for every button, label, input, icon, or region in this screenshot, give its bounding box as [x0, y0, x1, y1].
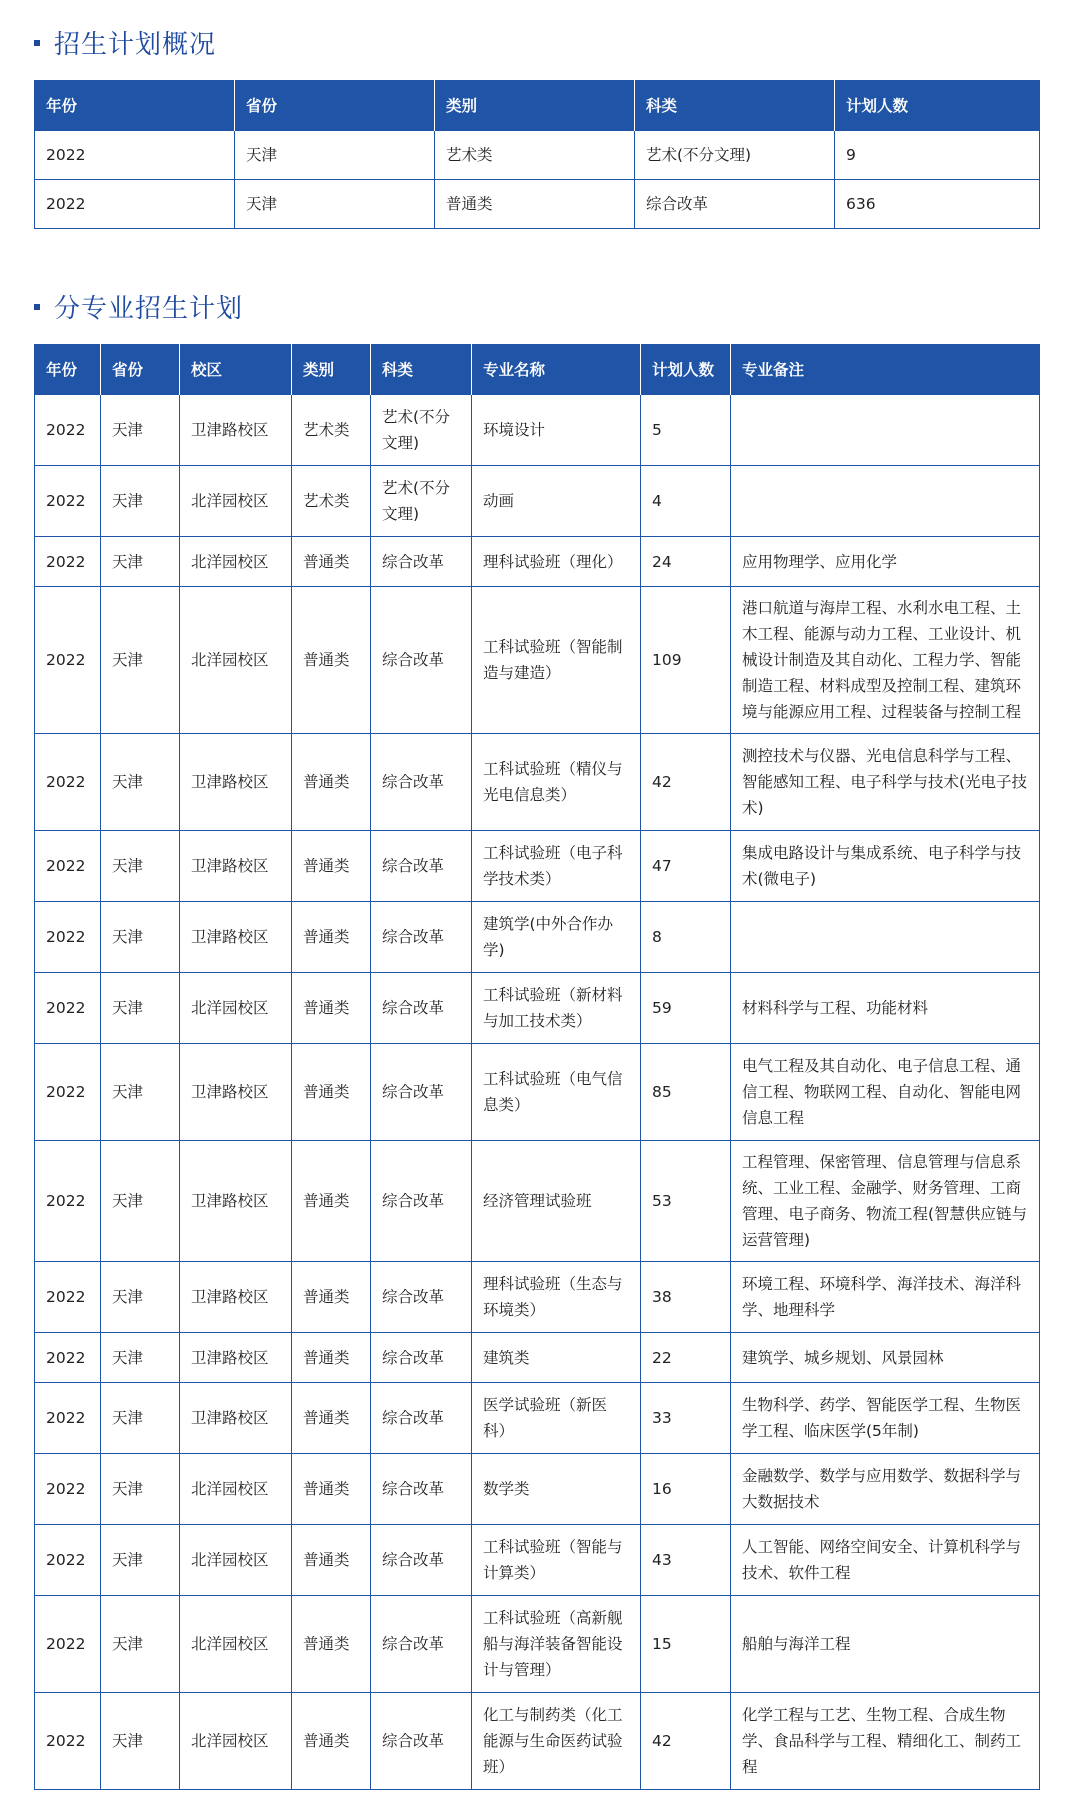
cell-major-notes: 人工智能、网络空间安全、计算机科学与技术、软件工程: [731, 1525, 1040, 1596]
table-row: [35, 1141, 1040, 1262]
overview-table: [34, 80, 1040, 229]
cell-subject: 综合改革: [371, 1044, 472, 1141]
cell-plan-count: 33: [641, 1383, 731, 1454]
cell-subject: 综合改革: [371, 1596, 472, 1693]
cell-major-notes: 建筑学、城乡规划、风景园林: [731, 1333, 1040, 1383]
cell-major-name: 工科试验班（电子科学技术类）: [472, 831, 641, 902]
cell-campus: 卫津路校区: [180, 1383, 292, 1454]
cell-plan-count: 109: [641, 587, 731, 734]
cell-province: 天津: [235, 131, 435, 180]
cell-province: 天津: [101, 973, 180, 1044]
cell-year: 2022: [35, 1596, 101, 1693]
cell-province: 天津: [101, 537, 180, 587]
cell-subject: 综合改革: [371, 1262, 472, 1333]
cell-year: 2022: [35, 831, 101, 902]
cell-type: 普通类: [292, 1693, 371, 1790]
cell-campus: 北洋园校区: [180, 973, 292, 1044]
cell-year: 2022: [35, 1044, 101, 1141]
cell-major-notes: 生物科学、药学、智能医学工程、生物医学工程、临床医学(5年制): [731, 1383, 1040, 1454]
cell-year: 2022: [35, 395, 101, 466]
bullet-icon: [34, 304, 40, 310]
cell-major-name: 理科试验班（生态与环境类）: [472, 1262, 641, 1333]
cell-year: 2022: [35, 1525, 101, 1596]
cell-campus: 卫津路校区: [180, 734, 292, 831]
cell-plan-count: 53: [641, 1141, 731, 1262]
cell-year: 2022: [35, 131, 235, 180]
cell-campus: 卫津路校区: [180, 1141, 292, 1262]
cell-plan-count: 43: [641, 1525, 731, 1596]
cell-major-notes: [731, 466, 1040, 537]
cell-plan-count: 9: [835, 131, 1040, 180]
cell-plan-count: 38: [641, 1262, 731, 1333]
cell-subject: 艺术(不分文理): [371, 466, 472, 537]
cell-subject: 艺术(不分文理): [371, 395, 472, 466]
cell-province: 天津: [235, 180, 435, 229]
table-row: [35, 1333, 1040, 1383]
cell-campus: 北洋园校区: [180, 466, 292, 537]
cell-major-name: 工科试验班（智能制造与建造）: [472, 587, 641, 734]
cell-major-name: 工科试验班（智能与计算类）: [472, 1525, 641, 1596]
cell-major-notes: 港口航道与海岸工程、水利水电工程、土木工程、能源与动力工程、工业设计、机械设计制造及其自动化、工程力学、智能制造工程、材料成型及控制工程、建筑环境与能源应用工程、过程装备与控制工程: [731, 587, 1040, 734]
cell-plan-count: 85: [641, 1044, 731, 1141]
header-campus: 校区: [180, 344, 292, 395]
cell-subject: 综合改革: [635, 180, 835, 229]
cell-major-name: 建筑类: [472, 1333, 641, 1383]
table-row: [35, 395, 1040, 466]
header-major-name: 专业名称: [472, 344, 641, 395]
cell-subject: 综合改革: [371, 1141, 472, 1262]
cell-plan-count: 636: [835, 180, 1040, 229]
cell-plan-count: 42: [641, 1693, 731, 1790]
cell-plan-count: 8: [641, 902, 731, 973]
table-row: [35, 902, 1040, 973]
section-title-text: 招生计划概况: [54, 30, 217, 60]
header-plan-count: 计划人数: [641, 344, 731, 395]
cell-major-notes: 金融数学、数学与应用数学、数据科学与大数据技术: [731, 1454, 1040, 1525]
header-subject: 科类: [371, 344, 472, 395]
cell-subject: 综合改革: [371, 1454, 472, 1525]
cell-type: 艺术类: [292, 466, 371, 537]
cell-subject: 综合改革: [371, 1383, 472, 1454]
cell-province: 天津: [101, 1454, 180, 1525]
cell-major-name: 医学试验班（新医科）: [472, 1383, 641, 1454]
cell-type: 普通类: [292, 1262, 371, 1333]
cell-major-notes: 化学工程与工艺、生物工程、合成生物学、食品科学与工程、精细化工、制药工程: [731, 1693, 1040, 1790]
section-title-overview: [34, 24, 216, 61]
cell-type: 普通类: [435, 180, 635, 229]
cell-type: 普通类: [292, 1141, 371, 1262]
header-type: 类别: [435, 80, 635, 131]
cell-subject: 综合改革: [371, 1525, 472, 1596]
cell-province: 天津: [101, 831, 180, 902]
cell-plan-count: 59: [641, 973, 731, 1044]
cell-campus: 北洋园校区: [180, 1454, 292, 1525]
cell-campus: 卫津路校区: [180, 902, 292, 973]
cell-province: 天津: [101, 902, 180, 973]
cell-province: 天津: [101, 1383, 180, 1454]
table-header-row: [35, 344, 1040, 395]
cell-type: 普通类: [292, 1333, 371, 1383]
cell-year: 2022: [35, 973, 101, 1044]
cell-year: 2022: [35, 180, 235, 229]
cell-plan-count: 5: [641, 395, 731, 466]
cell-year: 2022: [35, 1383, 101, 1454]
cell-plan-count: 15: [641, 1596, 731, 1693]
cell-type: 普通类: [292, 1525, 371, 1596]
cell-province: 天津: [101, 1333, 180, 1383]
cell-campus: 北洋园校区: [180, 1596, 292, 1693]
cell-major-name: 工科试验班（高新舰船与海洋装备智能设计与管理）: [472, 1596, 641, 1693]
cell-year: 2022: [35, 1454, 101, 1525]
cell-subject: 综合改革: [371, 902, 472, 973]
cell-campus: 北洋园校区: [180, 1525, 292, 1596]
cell-type: 普通类: [292, 734, 371, 831]
cell-major-name: 工科试验班（新材料与加工技术类）: [472, 973, 641, 1044]
cell-year: 2022: [35, 1262, 101, 1333]
cell-major-name: 环境设计: [472, 395, 641, 466]
cell-major-notes: [731, 395, 1040, 466]
cell-type: 普通类: [292, 1044, 371, 1141]
table-row: [35, 734, 1040, 831]
table-row: [35, 831, 1040, 902]
cell-year: 2022: [35, 1333, 101, 1383]
cell-major-name: 工科试验班（精仪与光电信息类）: [472, 734, 641, 831]
cell-province: 天津: [101, 1693, 180, 1790]
table-row: [35, 180, 1040, 229]
table-row: [35, 1044, 1040, 1141]
cell-type: 普通类: [292, 831, 371, 902]
cell-type: 普通类: [292, 902, 371, 973]
cell-province: 天津: [101, 466, 180, 537]
cell-campus: 北洋园校区: [180, 537, 292, 587]
cell-major-name: 建筑学(中外合作办学): [472, 902, 641, 973]
cell-subject: 综合改革: [371, 1693, 472, 1790]
cell-major-notes: 材料科学与工程、功能材料: [731, 973, 1040, 1044]
table-header-row: [35, 80, 1040, 131]
cell-province: 天津: [101, 395, 180, 466]
cell-province: 天津: [101, 1044, 180, 1141]
cell-type: 普通类: [292, 1454, 371, 1525]
header-plan-count: 计划人数: [835, 80, 1040, 131]
cell-major-notes: 环境工程、环境科学、海洋技术、海洋科学、地理科学: [731, 1262, 1040, 1333]
cell-type: 艺术类: [435, 131, 635, 180]
cell-major-notes: 电气工程及其自动化、电子信息工程、通信工程、物联网工程、自动化、智能电网信息工程: [731, 1044, 1040, 1141]
cell-province: 天津: [101, 1262, 180, 1333]
cell-major-notes: [731, 902, 1040, 973]
table-row: [35, 1693, 1040, 1790]
header-subject: 科类: [635, 80, 835, 131]
cell-year: 2022: [35, 902, 101, 973]
cell-year: 2022: [35, 1141, 101, 1262]
cell-plan-count: 16: [641, 1454, 731, 1525]
cell-year: 2022: [35, 734, 101, 831]
cell-major-name: 数学类: [472, 1454, 641, 1525]
cell-province: 天津: [101, 587, 180, 734]
cell-subject: 综合改革: [371, 1333, 472, 1383]
cell-major-notes: 测控技术与仪器、光电信息科学与工程、智能感知工程、电子科学与技术(光电子技术): [731, 734, 1040, 831]
cell-campus: 卫津路校区: [180, 1044, 292, 1141]
section-title-text: 分专业招生计划: [54, 294, 244, 324]
cell-subject: 综合改革: [371, 973, 472, 1044]
cell-plan-count: 24: [641, 537, 731, 587]
cell-major-name: 工科试验班（电气信息类）: [472, 1044, 641, 1141]
header-province: 省份: [101, 344, 180, 395]
cell-campus: 北洋园校区: [180, 1693, 292, 1790]
header-year: 年份: [35, 344, 101, 395]
cell-major-name: 理科试验班（理化）: [472, 537, 641, 587]
cell-subject: 综合改革: [371, 831, 472, 902]
cell-campus: 北洋园校区: [180, 587, 292, 734]
header-type: 类别: [292, 344, 371, 395]
cell-subject: 综合改革: [371, 734, 472, 831]
table-row: [35, 1383, 1040, 1454]
table-row: [35, 587, 1040, 734]
table-row: [35, 973, 1040, 1044]
cell-type: 普通类: [292, 1383, 371, 1454]
cell-major-name: 经济管理试验班: [472, 1141, 641, 1262]
cell-plan-count: 4: [641, 466, 731, 537]
cell-type: 普通类: [292, 1596, 371, 1693]
cell-plan-count: 22: [641, 1333, 731, 1383]
cell-campus: 卫津路校区: [180, 395, 292, 466]
cell-province: 天津: [101, 1525, 180, 1596]
bullet-icon: [34, 40, 40, 46]
cell-major-notes: 工程管理、保密管理、信息管理与信息系统、工业工程、金融学、财务管理、工商管理、电子商务、物流工程(智慧供应链与运营管理): [731, 1141, 1040, 1262]
table-row: [35, 1525, 1040, 1596]
header-year: 年份: [35, 80, 235, 131]
cell-major-notes: 应用物理学、应用化学: [731, 537, 1040, 587]
cell-campus: 卫津路校区: [180, 1262, 292, 1333]
cell-year: 2022: [35, 466, 101, 537]
table-row: [35, 466, 1040, 537]
table-row: [35, 537, 1040, 587]
cell-campus: 卫津路校区: [180, 831, 292, 902]
major-plan-table: [34, 344, 1040, 1790]
section-title-major-plan: [34, 288, 243, 325]
table-row: [35, 1262, 1040, 1333]
cell-year: 2022: [35, 537, 101, 587]
cell-year: 2022: [35, 1693, 101, 1790]
cell-major-notes: 集成电路设计与集成系统、电子科学与技术(微电子): [731, 831, 1040, 902]
cell-major-name: 动画: [472, 466, 641, 537]
cell-major-name: 化工与制药类（化工能源与生命医药试验班）: [472, 1693, 641, 1790]
cell-type: 艺术类: [292, 395, 371, 466]
cell-type: 普通类: [292, 537, 371, 587]
table-row: [35, 1596, 1040, 1693]
header-major-notes: 专业备注: [731, 344, 1040, 395]
cell-campus: 卫津路校区: [180, 1333, 292, 1383]
table-row: [35, 1454, 1040, 1525]
cell-type: 普通类: [292, 973, 371, 1044]
header-province: 省份: [235, 80, 435, 131]
cell-plan-count: 47: [641, 831, 731, 902]
table-row: [35, 131, 1040, 180]
cell-subject: 艺术(不分文理): [635, 131, 835, 180]
cell-province: 天津: [101, 734, 180, 831]
cell-province: 天津: [101, 1596, 180, 1693]
cell-plan-count: 42: [641, 734, 731, 831]
cell-type: 普通类: [292, 587, 371, 734]
cell-subject: 综合改革: [371, 587, 472, 734]
cell-major-notes: 船舶与海洋工程: [731, 1596, 1040, 1693]
cell-year: 2022: [35, 587, 101, 734]
cell-subject: 综合改革: [371, 537, 472, 587]
cell-province: 天津: [101, 1141, 180, 1262]
